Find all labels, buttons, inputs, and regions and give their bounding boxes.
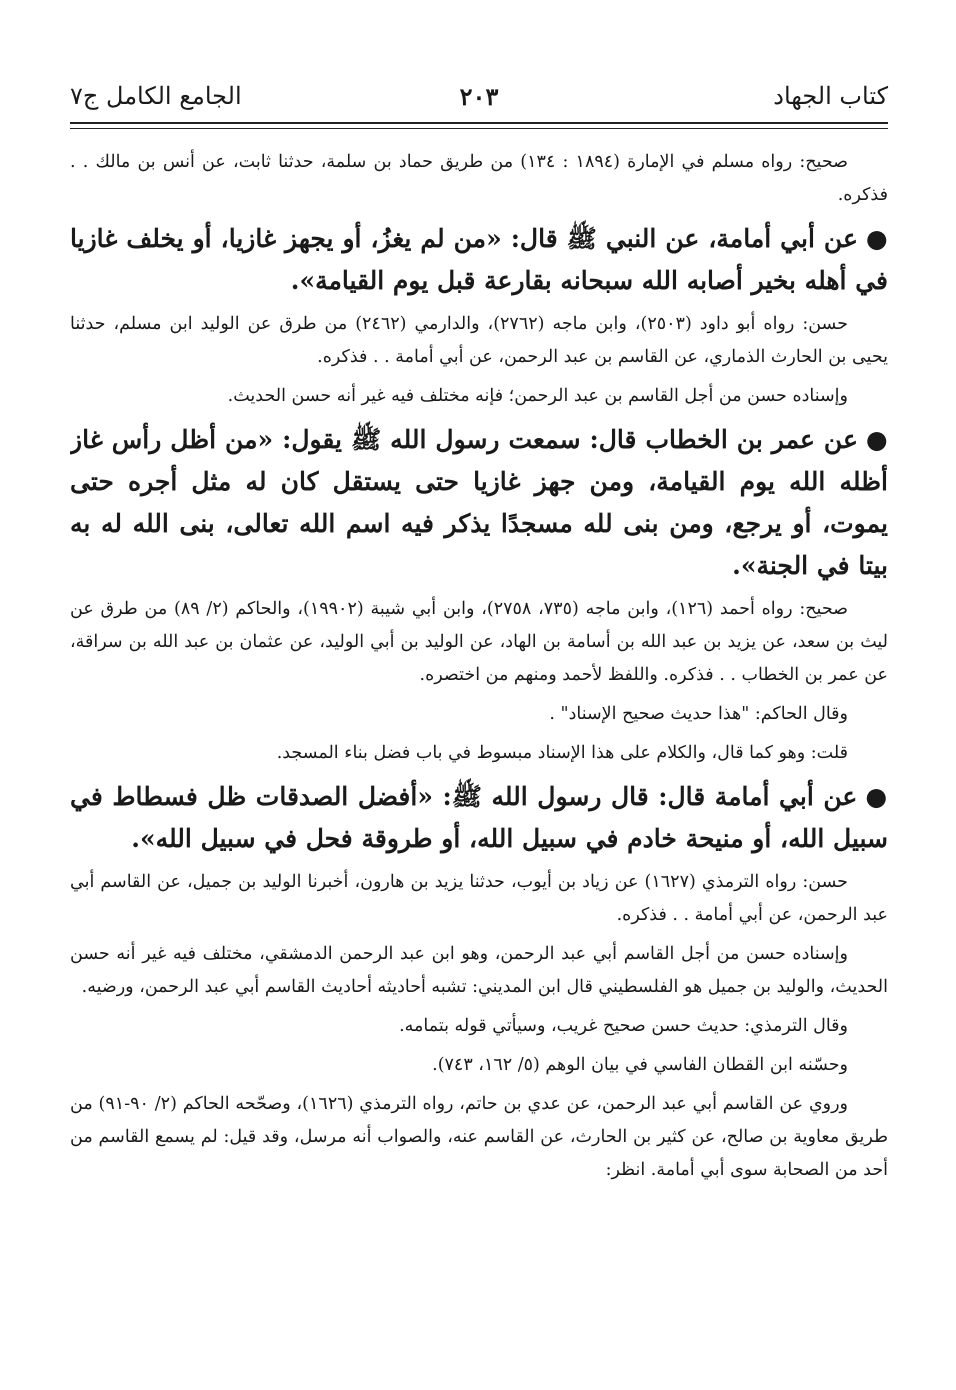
running-header bbox=[70, 82, 888, 122]
paragraph-text: حسن: رواه أبو داود (٢٥٠٣)، وابن ماجه (٢٧٦٢)، والدارمي (٢٤٦٢) من طرق عن الوليد ابن مسلم، حدثنا يحيى بن الحارث الذماري، عن القاسم بن عبد الرحمن، عن أبي أمامة . . فذكره. bbox=[70, 314, 888, 367]
header-rule-thick bbox=[70, 122, 888, 124]
paragraph-text: وإسناده حسن من أجل القاسم بن عبد الرحمن؛ فإنه مختلف فيه غير أنه حسن الحديث. bbox=[227, 386, 848, 406]
header-rule-thin bbox=[70, 128, 888, 129]
commentary-paragraph bbox=[70, 308, 888, 374]
paragraph-text: عن أبي أمامة قال: قال رسول الله ﷺ: «أفضل الصدقات ظل فسطاط في سبيل الله، أو منيحة خادم في سبيل الله، أو طروقة فحل في سبيل الله». bbox=[70, 782, 888, 853]
commentary-paragraph bbox=[70, 866, 888, 932]
paragraph-text: وحسّنه ابن القطان الفاسي في بيان الوهم (٥/ ١٦٢، ٧٤٣). bbox=[432, 1055, 848, 1075]
commentary-paragraph bbox=[70, 380, 888, 413]
commentary-paragraph bbox=[70, 146, 888, 212]
hadith-paragraph bbox=[70, 419, 888, 587]
hadith-paragraph bbox=[70, 776, 888, 860]
commentary-paragraph bbox=[70, 1049, 888, 1082]
section-title: كتاب الجهاد bbox=[773, 82, 888, 110]
hadith-paragraph bbox=[70, 218, 888, 302]
bullet-icon: ● bbox=[865, 224, 888, 253]
paragraph-text: قلت: وهو كما قال، والكلام على هذا الإسناد مبسوط في باب فضل بناء المسجد. bbox=[276, 743, 848, 763]
commentary-paragraph bbox=[70, 737, 888, 770]
paragraph-text: وقال الترمذي: حديث حسن صحيح غريب، وسيأتي قوله بتمامه. bbox=[399, 1016, 848, 1036]
book-title: الجامع الكامل ج٧ bbox=[70, 82, 242, 110]
paragraph-text: صحيح: رواه مسلم في الإمارة (١٨٩٤ : ١٣٤) من طريق حماد بن سلمة، حدثنا ثابت، عن أنس بن مالك . . فذكره. bbox=[70, 152, 888, 205]
paragraph-text: عن عمر بن الخطاب قال: سمعت رسول الله ﷺ يقول: «من أظل رأس غاز أظله الله يوم القيامة، ومن جهز غازيا حتى يستقل كان له مثل أجره حتى يموت، أو يرجع، ومن بنى لله مسجدًا يذكر فيه اسم الله تعالى، بنى الله له به بيتا في الجنة». bbox=[70, 425, 888, 580]
commentary-paragraph bbox=[70, 593, 888, 692]
commentary-paragraph bbox=[70, 938, 888, 1004]
paragraph-text: وإسناده حسن من أجل القاسم أبي عبد الرحمن، وهو ابن عبد الرحمن الدمشقي، مختلف فيه غير أنه حسن الحديث، والوليد بن جميل هو الفلسطيني قال ابن المديني: تشبه أحاديثه أحاديث القاسم أبي عبد الرحمن، ورضيه. bbox=[70, 944, 888, 997]
paragraph-text: وروي عن القاسم أبي عبد الرحمن، عن عدي بن حاتم، رواه الترمذي (١٦٢٦)، وصحّحه الحاكم (٢/ ٩٠-٩١) من طريق معاوية بن صالح، عن كثير بن الحارث، عن القاسم عنه، والصواب أنه مرسل، وقد قيل: لم يسمع القاسم من أحد من الصحابة سوى أبي أمامة. انظر: bbox=[70, 1094, 888, 1180]
paragraph-text: وقال الحاكم: "هذا حديث صحيح الإسناد" . bbox=[549, 704, 848, 724]
paragraph-text: حسن: رواه الترمذي (١٦٢٧) عن زياد بن أيوب، حدثنا يزيد بن هارون، أخبرنا الوليد بن جميل، عن القاسم أبي عبد الرحمن، عن أبي أمامة . . فذكره. bbox=[70, 872, 888, 925]
commentary-paragraph bbox=[70, 1088, 888, 1187]
page-number: ٢٠٣ bbox=[459, 82, 499, 111]
commentary-paragraph bbox=[70, 1010, 888, 1043]
page-body bbox=[70, 146, 888, 1370]
bullet-icon: ● bbox=[865, 782, 888, 811]
paragraph-text: صحيح: رواه أحمد (١٢٦)، وابن ماجه (٧٣٥، ٢٧٥٨)، وابن أبي شيبة (١٩٩٠٢)، والحاكم (٢/ ٨٩) من طرق عن ليث بن سعد، عن يزيد بن عبد الله بن أسامة بن الهاد، عن الوليد بن أبي الوليد، عن عثمان بن عبد الله بن سراقة، عن عمر بن الخطاب . . فذكره. واللفظ لأحمد ومنهم من اختصره. bbox=[70, 599, 888, 685]
commentary-paragraph bbox=[70, 698, 888, 731]
bullet-icon: ● bbox=[865, 425, 888, 454]
paragraph-text: عن أبي أمامة، عن النبي ﷺ قال: «من لم يغزُ، أو يجهز غازيا، أو يخلف غازيا في أهله بخير أصابه الله سبحانه بقارعة قبل يوم القيامة». bbox=[70, 224, 888, 295]
